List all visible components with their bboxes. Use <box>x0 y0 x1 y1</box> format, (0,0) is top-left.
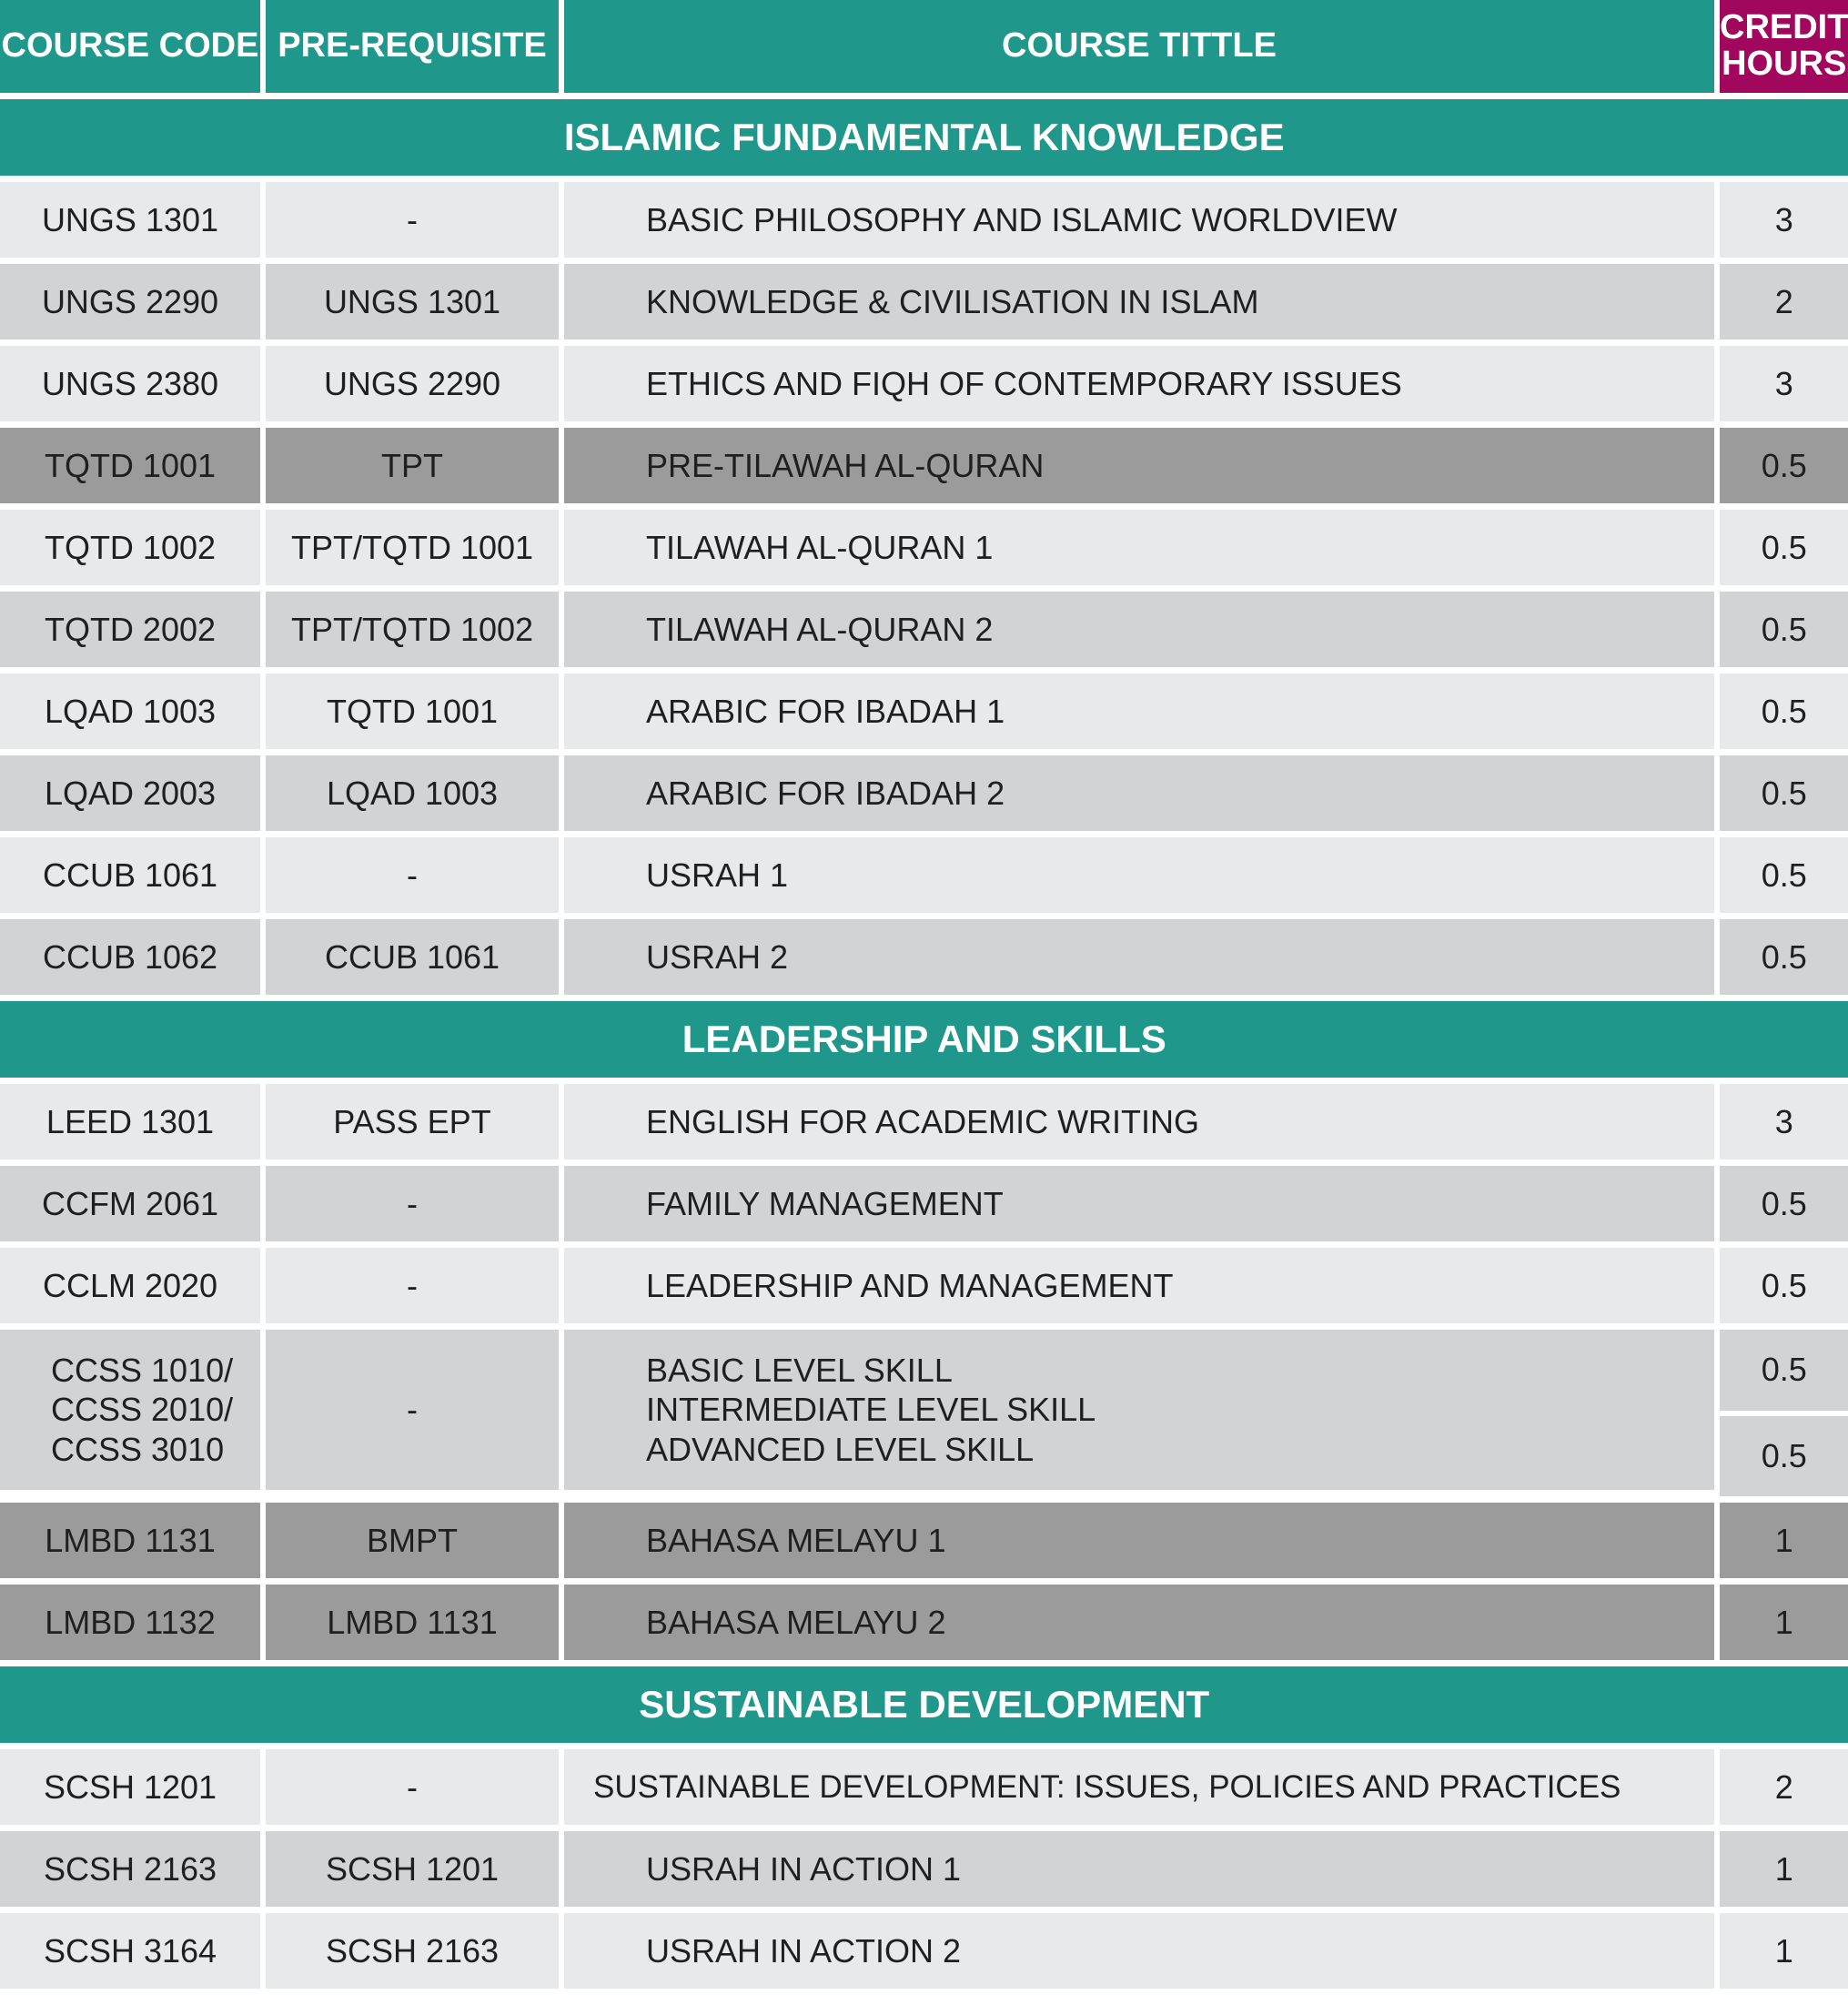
prerequisite: CCUB 1061 <box>266 919 564 1001</box>
course-code: UNGS 1301 <box>0 182 266 264</box>
prerequisite: SCSH 1201 <box>266 1831 564 1913</box>
prerequisite: - <box>266 1166 564 1248</box>
course-code: UNGS 2290 <box>0 264 266 346</box>
header-prerequisite: PRE-REQUISITE <box>266 0 564 99</box>
credit-hours: 0.5 <box>1720 428 1848 510</box>
header-credit-line1: CREDIT <box>1720 8 1848 47</box>
credit-hours: 3 <box>1720 182 1848 264</box>
course-title: FAMILY MANAGEMENT <box>564 1166 1720 1248</box>
course-title: INTERMEDIATE LEVEL SKILL <box>646 1391 1096 1429</box>
credit-hours: 1 <box>1720 1913 1848 1995</box>
prerequisite: TQTD 1001 <box>266 673 564 755</box>
course-title: SUSTAINABLE DEVELOPMENT: ISSUES, POLICIES AND PRACTICES <box>564 1749 1720 1831</box>
credit-hours: 0.5 <box>1720 1330 1848 1416</box>
prerequisite: - <box>266 1248 564 1330</box>
prerequisite: - <box>266 837 564 919</box>
prerequisite: TPT <box>266 428 564 510</box>
course-title: BASIC PHILOSOPHY AND ISLAMIC WORLDVIEW <box>564 182 1720 264</box>
course-code: CCSS 2010/ <box>51 1391 234 1429</box>
credit-hours: 0.5 <box>1720 919 1848 1001</box>
credit-hours: 3 <box>1720 346 1848 428</box>
course-title: ENGLISH FOR ACADEMIC WRITING <box>564 1084 1720 1166</box>
prerequisite: SCSH 2163 <box>266 1913 564 1995</box>
course-title: ARABIC FOR IBADAH 1 <box>564 673 1720 755</box>
course-code: LEED 1301 <box>0 1084 266 1166</box>
credit-hours: 0.5 <box>1761 1436 1807 1474</box>
course-title: ADVANCED LEVEL SKILL <box>646 1430 1035 1468</box>
section-title: LEADERSHIP AND SKILLS <box>0 1001 1848 1084</box>
course-code: CCUB 1062 <box>0 919 266 1001</box>
prerequisite: BMPT <box>266 1503 564 1585</box>
course-title: BASIC LEVEL SKILL <box>646 1352 953 1390</box>
course-title: ETHICS AND FIQH OF CONTEMPORARY ISSUES <box>564 346 1720 428</box>
header-course-title: COURSE TITTLE <box>564 0 1720 99</box>
course-code: TQTD 1002 <box>0 510 266 592</box>
course-title: BAHASA MELAYU 1 <box>564 1503 1720 1585</box>
course-code: CCFM 2061 <box>0 1166 266 1248</box>
course-title: TILAWAH AL-QURAN 1 <box>564 510 1720 592</box>
course-title: USRAH 1 <box>564 837 1720 919</box>
course-code: CCUB 1061 <box>0 837 266 919</box>
credit-hours: 0.5 <box>1720 1166 1848 1248</box>
course-title: BAHASA MELAYU 2 <box>564 1585 1720 1666</box>
course-code: UNGS 2380 <box>0 346 266 428</box>
course-code: LQAD 1003 <box>0 673 266 755</box>
credit-hours: 1 <box>1720 1585 1848 1666</box>
credit-hours: 0.5 <box>1720 1248 1848 1330</box>
header-credit-line2: HOURS <box>1722 45 1847 83</box>
header-credit-hours <box>1720 0 1848 99</box>
course-title: PRE-TILAWAH AL-QURAN <box>564 428 1720 510</box>
course-code: TQTD 1001 <box>0 428 266 510</box>
credit-hours: 2 <box>1720 264 1848 346</box>
credit-hours: 1 <box>1720 1831 1848 1913</box>
course-code: TQTD 2002 <box>0 592 266 673</box>
credit-hours: 0.5 <box>1720 673 1848 755</box>
course-title: ARABIC FOR IBADAH 2 <box>564 755 1720 837</box>
prerequisite: - <box>266 1330 564 1496</box>
credit-hours: 0.5 <box>1720 755 1848 837</box>
course-code: SCSH 3164 <box>0 1913 266 1995</box>
credit-hours-group <box>1720 1330 1848 1503</box>
header-course-code: COURSE CODE <box>0 0 266 99</box>
course-code: CCLM 2020 <box>0 1248 266 1330</box>
course-code: CCSS 3010 <box>51 1430 225 1468</box>
prerequisite: LQAD 1003 <box>266 755 564 837</box>
course-code: LMBD 1131 <box>0 1503 266 1585</box>
prerequisite: TPT/TQTD 1001 <box>266 510 564 592</box>
credit-hours: 0.5 <box>1720 510 1848 592</box>
course-title: KNOWLEDGE & CIVILISATION IN ISLAM <box>564 264 1720 346</box>
course-title: TILAWAH AL-QURAN 2 <box>564 592 1720 673</box>
course-code: CCSS 1010/ <box>51 1352 234 1390</box>
credit-hours: 3 <box>1720 1084 1848 1166</box>
course-code: SCSH 1201 <box>0 1749 266 1831</box>
course-title: LEADERSHIP AND MANAGEMENT <box>564 1248 1720 1330</box>
course-title: USRAH IN ACTION 2 <box>564 1913 1720 1995</box>
prerequisite: PASS EPT <box>266 1084 564 1166</box>
prerequisite: UNGS 1301 <box>266 264 564 346</box>
prerequisite: UNGS 2290 <box>266 346 564 428</box>
credit-hours: 2 <box>1720 1749 1848 1831</box>
course-title-group <box>564 1330 1720 1496</box>
course-title: USRAH 2 <box>564 919 1720 1001</box>
credit-hours: 0.5 <box>1720 837 1848 919</box>
credit-hours: 0.5 <box>1720 592 1848 673</box>
credit-hours: 1 <box>1720 1503 1848 1585</box>
prerequisite: - <box>266 182 564 264</box>
prerequisite: LMBD 1131 <box>266 1585 564 1666</box>
course-code: LMBD 1132 <box>0 1585 266 1666</box>
prerequisite: - <box>266 1749 564 1831</box>
course-code-group <box>0 1330 266 1496</box>
section-title: SUSTAINABLE DEVELOPMENT <box>0 1666 1848 1749</box>
course-code: SCSH 2163 <box>0 1831 266 1913</box>
course-title: USRAH IN ACTION 1 <box>564 1831 1720 1913</box>
course-code: LQAD 2003 <box>0 755 266 837</box>
section-title: ISLAMIC FUNDAMENTAL KNOWLEDGE <box>0 99 1848 182</box>
prerequisite: TPT/TQTD 1002 <box>266 592 564 673</box>
